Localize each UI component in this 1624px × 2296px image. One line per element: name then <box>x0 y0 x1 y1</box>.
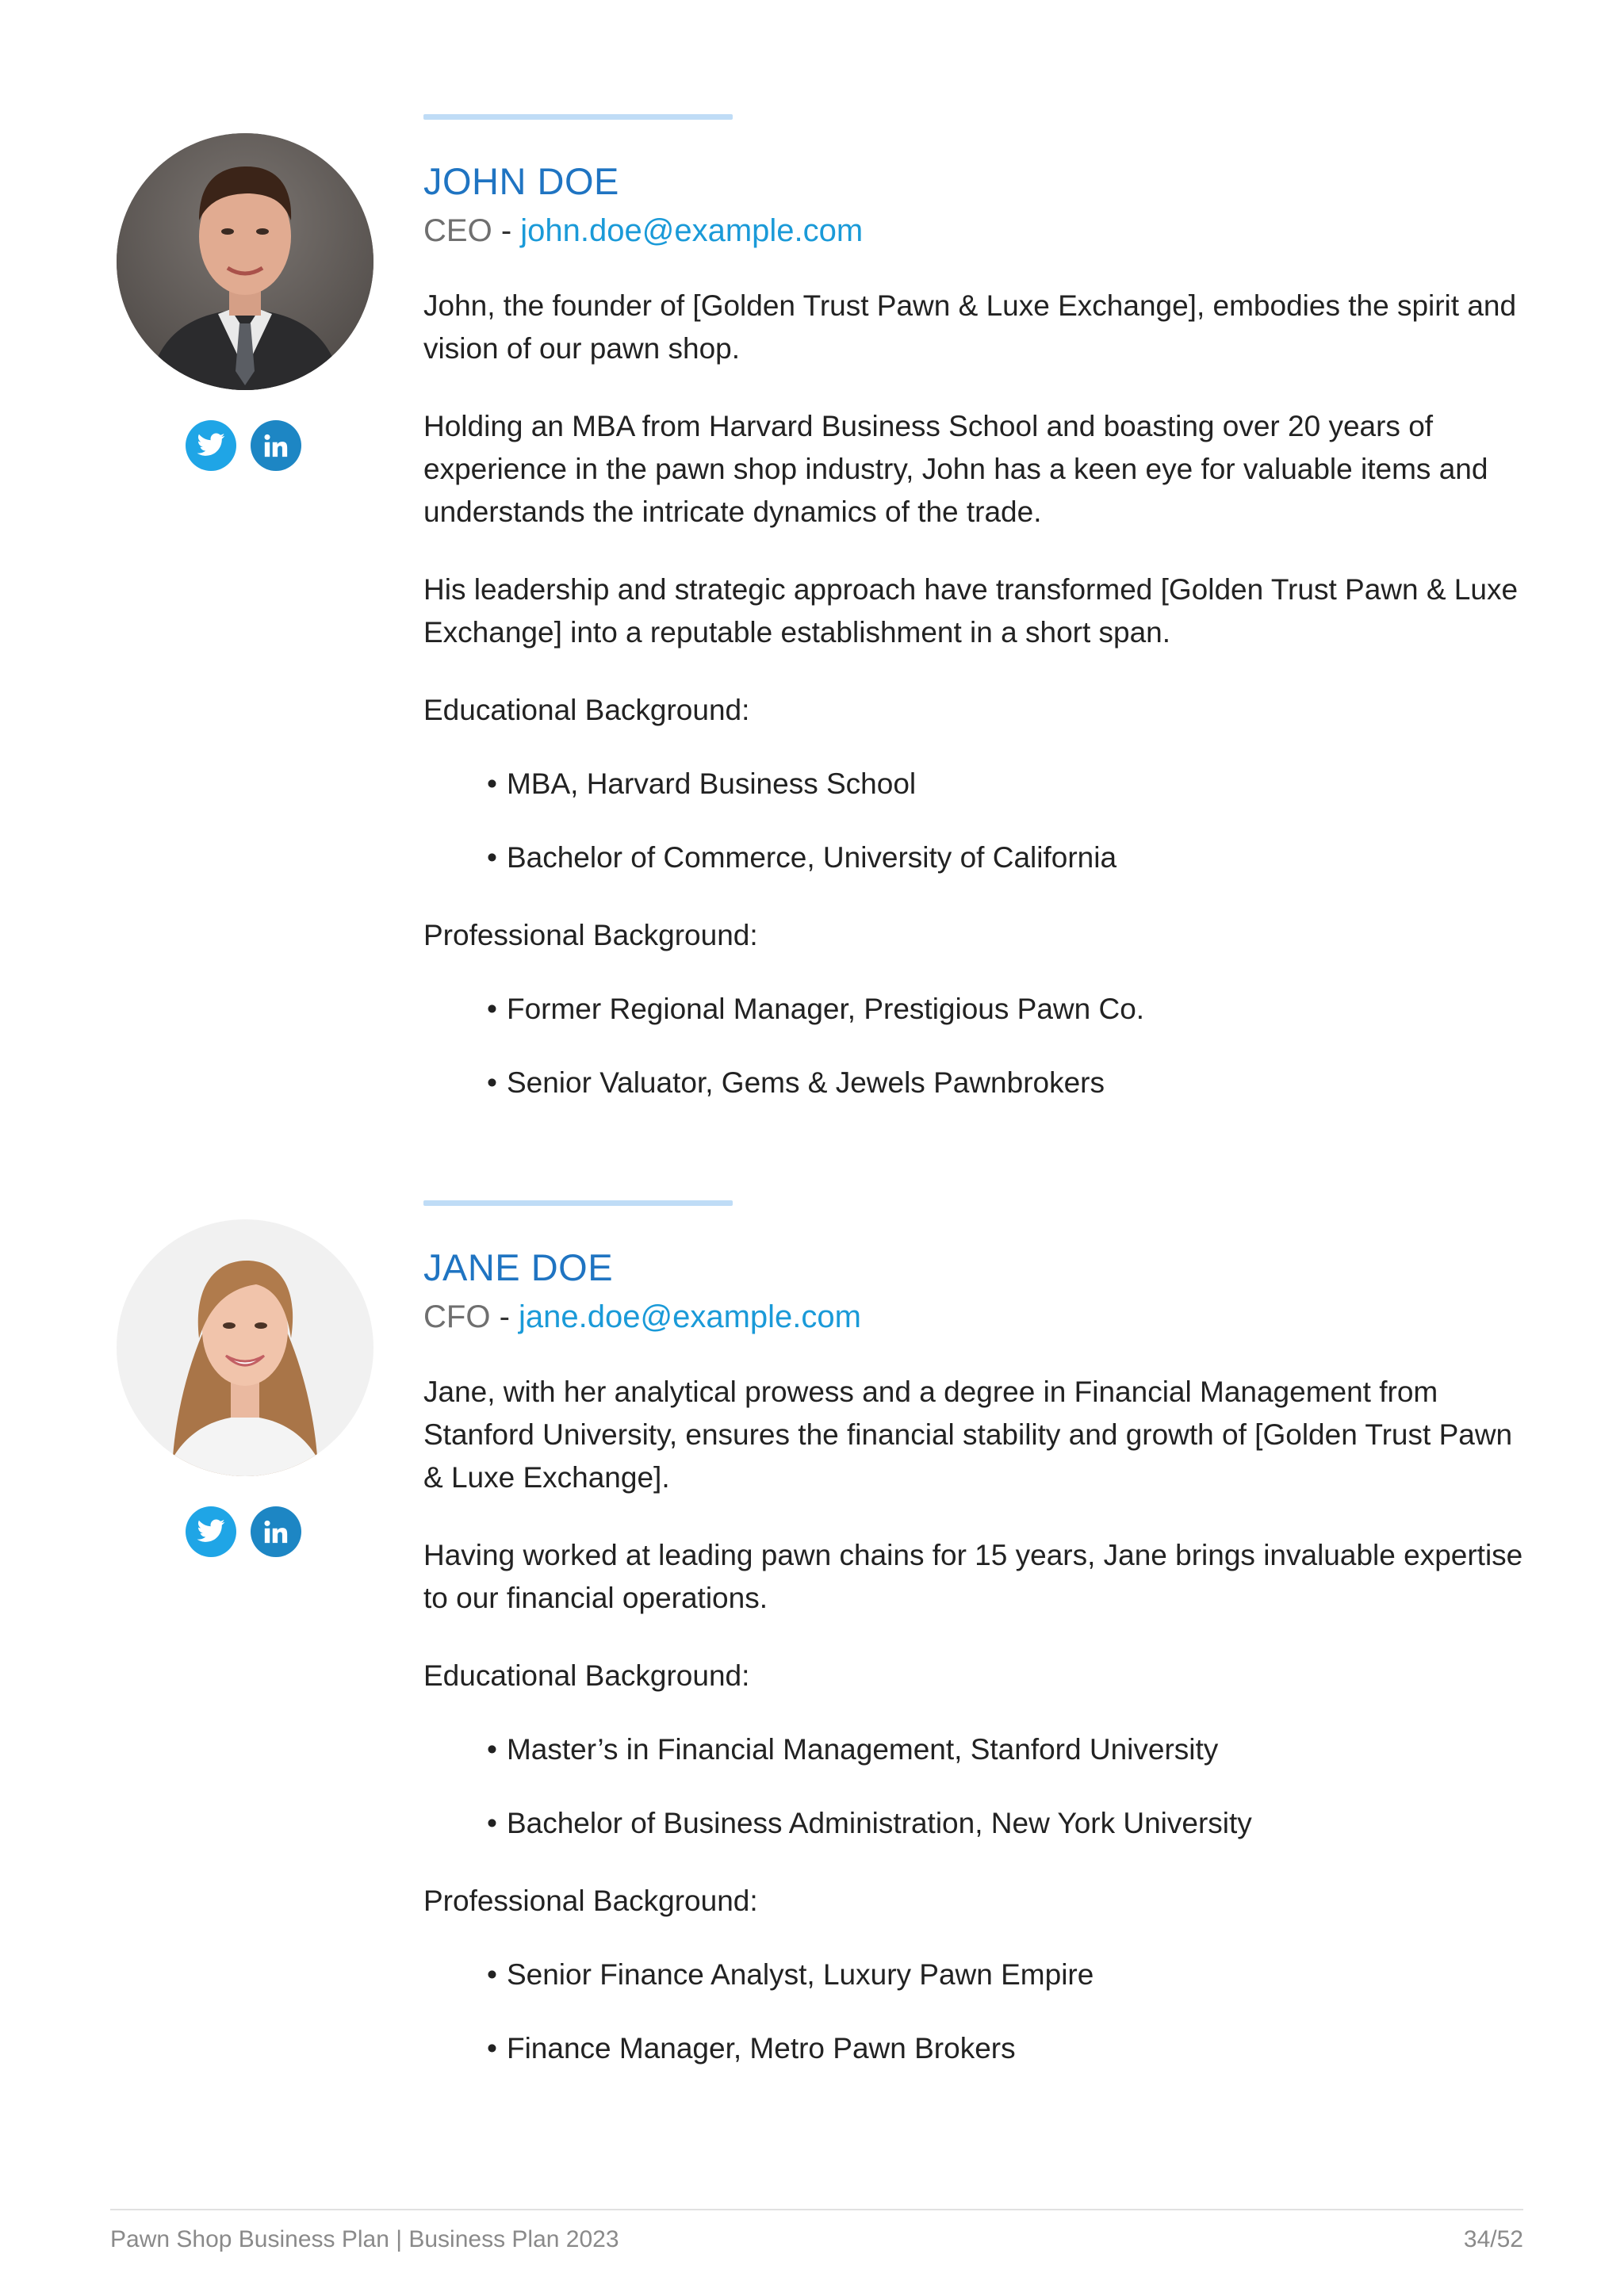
avatar-illustration <box>117 1219 373 1476</box>
bio-paragraph: Jane, with her analytical prowess and a degree in Financial Management from Stanford University, ensures the financial stability and growth of [Golden Trust Pawn & Luxe Exchange]. <box>423 1376 1513 1494</box>
professional-list <box>423 988 1526 1104</box>
list-item <box>423 1954 1526 1996</box>
education-list <box>423 1728 1526 1845</box>
education-list <box>423 763 1526 879</box>
bio-paragraph: Having worked at leading pawn chains for 15 years, Jane brings invaluable expertise to our financial operations. <box>423 1539 1523 1614</box>
list-item <box>423 1062 1526 1104</box>
role-line <box>423 212 1526 250</box>
list-item-text: Master’s in Financial Management, Stanford University <box>506 1733 1219 1766</box>
role-separator: - <box>499 1299 510 1334</box>
professional-label: Professional Background: <box>423 919 758 951</box>
professional-list <box>423 1954 1526 2070</box>
bullet-glyph: • <box>487 841 497 874</box>
education-label: Educational Background: <box>423 694 750 726</box>
bio-paragraph: His leadership and strategic approach have transformed [Golden Trust Pawn & Luxe Exchange] into a reputable establishment in a short span. <box>423 573 1519 649</box>
social-links <box>186 1506 301 1557</box>
member-role: CEO <box>423 213 492 248</box>
member-role: CFO <box>423 1299 491 1334</box>
list-item <box>423 1802 1526 1845</box>
linkedin-icon[interactable] <box>251 420 301 471</box>
avatar-photo <box>117 1219 373 1476</box>
footer-divider <box>110 2209 1523 2210</box>
list-item-text: Former Regional Manager, Prestigious Pawn Co. <box>506 993 1145 1025</box>
bio-paragraph: Holding an MBA from Harvard Business School and boasting over 20 years of experience in the pawn shop industry, John has a keen eye for valuable items and understands the intricate dynamics of the trade. <box>423 410 1488 528</box>
list-item-text: Bachelor of Commerce, University of California <box>506 841 1117 874</box>
email-link[interactable]: john.doe@example.com <box>520 213 864 248</box>
list-item-text: Senior Valuator, Gems & Jewels Pawnbrokers <box>506 1066 1105 1099</box>
list-item-text: Finance Manager, Metro Pawn Brokers <box>506 2032 1016 2064</box>
bullet-glyph: • <box>487 993 497 1025</box>
list-item-text: Bachelor of Business Administration, New York University <box>506 1807 1252 1839</box>
list-item-text: MBA, Harvard Business School <box>506 767 917 800</box>
list-item <box>423 836 1526 879</box>
role-separator: - <box>500 213 512 248</box>
member-details <box>423 114 1526 1104</box>
professional-label: Professional Background: <box>423 1885 758 1917</box>
bullet-glyph: • <box>487 1733 497 1766</box>
member-details <box>423 1200 1526 2070</box>
twitter-icon[interactable] <box>186 420 236 471</box>
social-links <box>186 420 301 471</box>
avatar-illustration <box>117 133 373 390</box>
role-line <box>423 1298 1526 1336</box>
bullet-glyph: • <box>487 1958 497 1991</box>
accent-rule <box>423 1200 733 1206</box>
bullet-glyph: • <box>487 1066 497 1099</box>
bullet-glyph: • <box>487 767 497 800</box>
footer-document-title: Pawn Shop Business Plan | Business Plan 2023 <box>110 2226 619 2252</box>
bullet-glyph: • <box>487 1807 497 1839</box>
list-item <box>423 1728 1526 1771</box>
member-name: JANE DOE <box>423 1246 614 1288</box>
twitter-icon[interactable] <box>186 1506 236 1557</box>
email-link[interactable]: jane.doe@example.com <box>519 1299 861 1334</box>
list-item <box>423 2027 1526 2070</box>
education-label: Educational Background: <box>423 1659 750 1692</box>
accent-rule <box>423 114 733 120</box>
bio-paragraph: John, the founder of [Golden Trust Pawn & Luxe Exchange], embodies the spirit and vision of our pawn shop. <box>423 289 1517 365</box>
list-item-text: Senior Finance Analyst, Luxury Pawn Empire <box>506 1958 1094 1991</box>
avatar-photo <box>117 133 373 390</box>
list-item <box>423 763 1526 806</box>
bullet-glyph: • <box>487 2032 497 2064</box>
list-item <box>423 988 1526 1031</box>
linkedin-icon[interactable] <box>251 1506 301 1557</box>
footer-page-number: 34/52 <box>1463 2226 1523 2252</box>
member-name: JOHN DOE <box>423 160 619 202</box>
